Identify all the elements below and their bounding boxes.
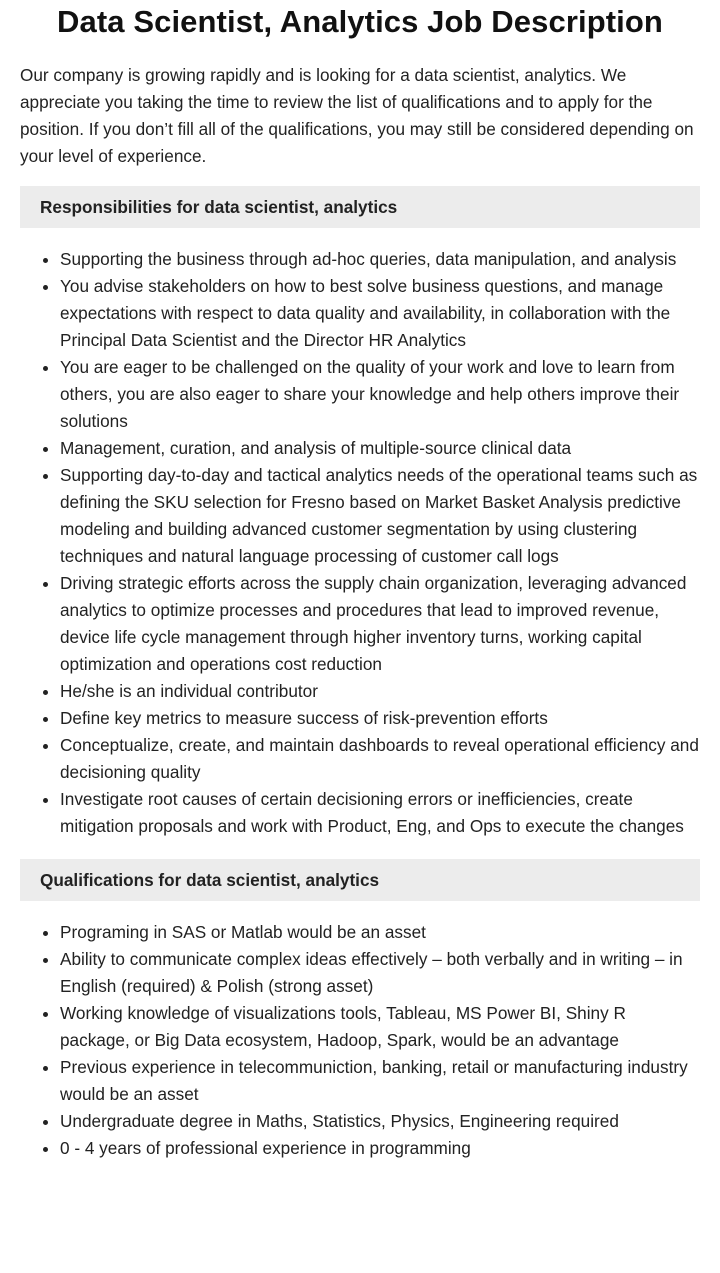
list-item: • Previous experience in telecommuniction, banking, retail or manufacturing industry would be an asset — [60, 1054, 700, 1108]
list-item: • Investigate root causes of certain decisioning errors or inefficiencies, create mitigation proposals and work with Product, Eng, and Ops to execute the changes — [60, 786, 700, 840]
page-title: Data Scientist, Analytics Job Description — [57, 4, 663, 39]
responsibilities-heading: Responsibilities for data scientist, analytics — [20, 186, 700, 228]
intro-paragraph: Our company is growing rapidly and is looking for a data scientist, analytics. We appreciate you taking the time to review the list of qualifications and to apply for the position. If you don’t fill all of the qualifications, you may still be considered depending on your level of experience. — [20, 65, 694, 166]
list-item: • Working knowledge of visualizations tools, Tableau, MS Power BI, Shiny R package, or Big Data ecosystem, Hadoop, Spark, would be an advantage — [60, 1000, 700, 1054]
list-item: • You are eager to be challenged on the quality of your work and love to learn from others, you are also eager to share your knowledge and help others improve their solutions — [60, 354, 700, 435]
list-item: • Define key metrics to measure success of risk-prevention efforts — [60, 705, 700, 732]
list-item: • He/she is an individual contributor — [60, 678, 700, 705]
list-item: • Driving strategic efforts across the supply chain organization, leveraging advanced analytics to optimize processes and procedures that lead to improved revenue, device life cycle management through higher inventory turns, working capital optimization and operations cost reduction — [60, 570, 700, 678]
list-item: • Management, curation, and analysis of multiple-source clinical data — [60, 435, 700, 462]
list-item: • Programing in SAS or Matlab would be an asset — [60, 919, 700, 946]
list-item: • 0 - 4 years of professional experience in programming — [60, 1135, 700, 1162]
list-item: • Supporting the business through ad-hoc queries, data manipulation, and analysis — [60, 246, 700, 273]
list-item: • Undergraduate degree in Maths, Statistics, Physics, Engineering required — [60, 1108, 700, 1135]
list-item: • Supporting day-to-day and tactical analytics needs of the operational teams such as defining the SKU selection for Fresno based on Market Basket Analysis predictive modeling and building advanced customer segmentation by using clustering techniques and natural language processing of customer call logs — [60, 462, 700, 570]
responsibilities-list — [20, 246, 700, 840]
qualifications-list — [20, 919, 700, 1162]
list-item: • You advise stakeholders on how to best solve business questions, and manage expectations with respect to data quality and availability, in collaboration with the Principal Data Scientist and the Director HR Analytics — [60, 273, 700, 354]
qualifications-heading: Qualifications for data scientist, analytics — [20, 859, 700, 901]
list-item: • Ability to communicate complex ideas effectively – both verbally and in writing – in English (required) & Polish (strong asset) — [60, 946, 700, 1000]
list-item: • Conceptualize, create, and maintain dashboards to reveal operational efficiency and decisioning quality — [60, 732, 700, 786]
